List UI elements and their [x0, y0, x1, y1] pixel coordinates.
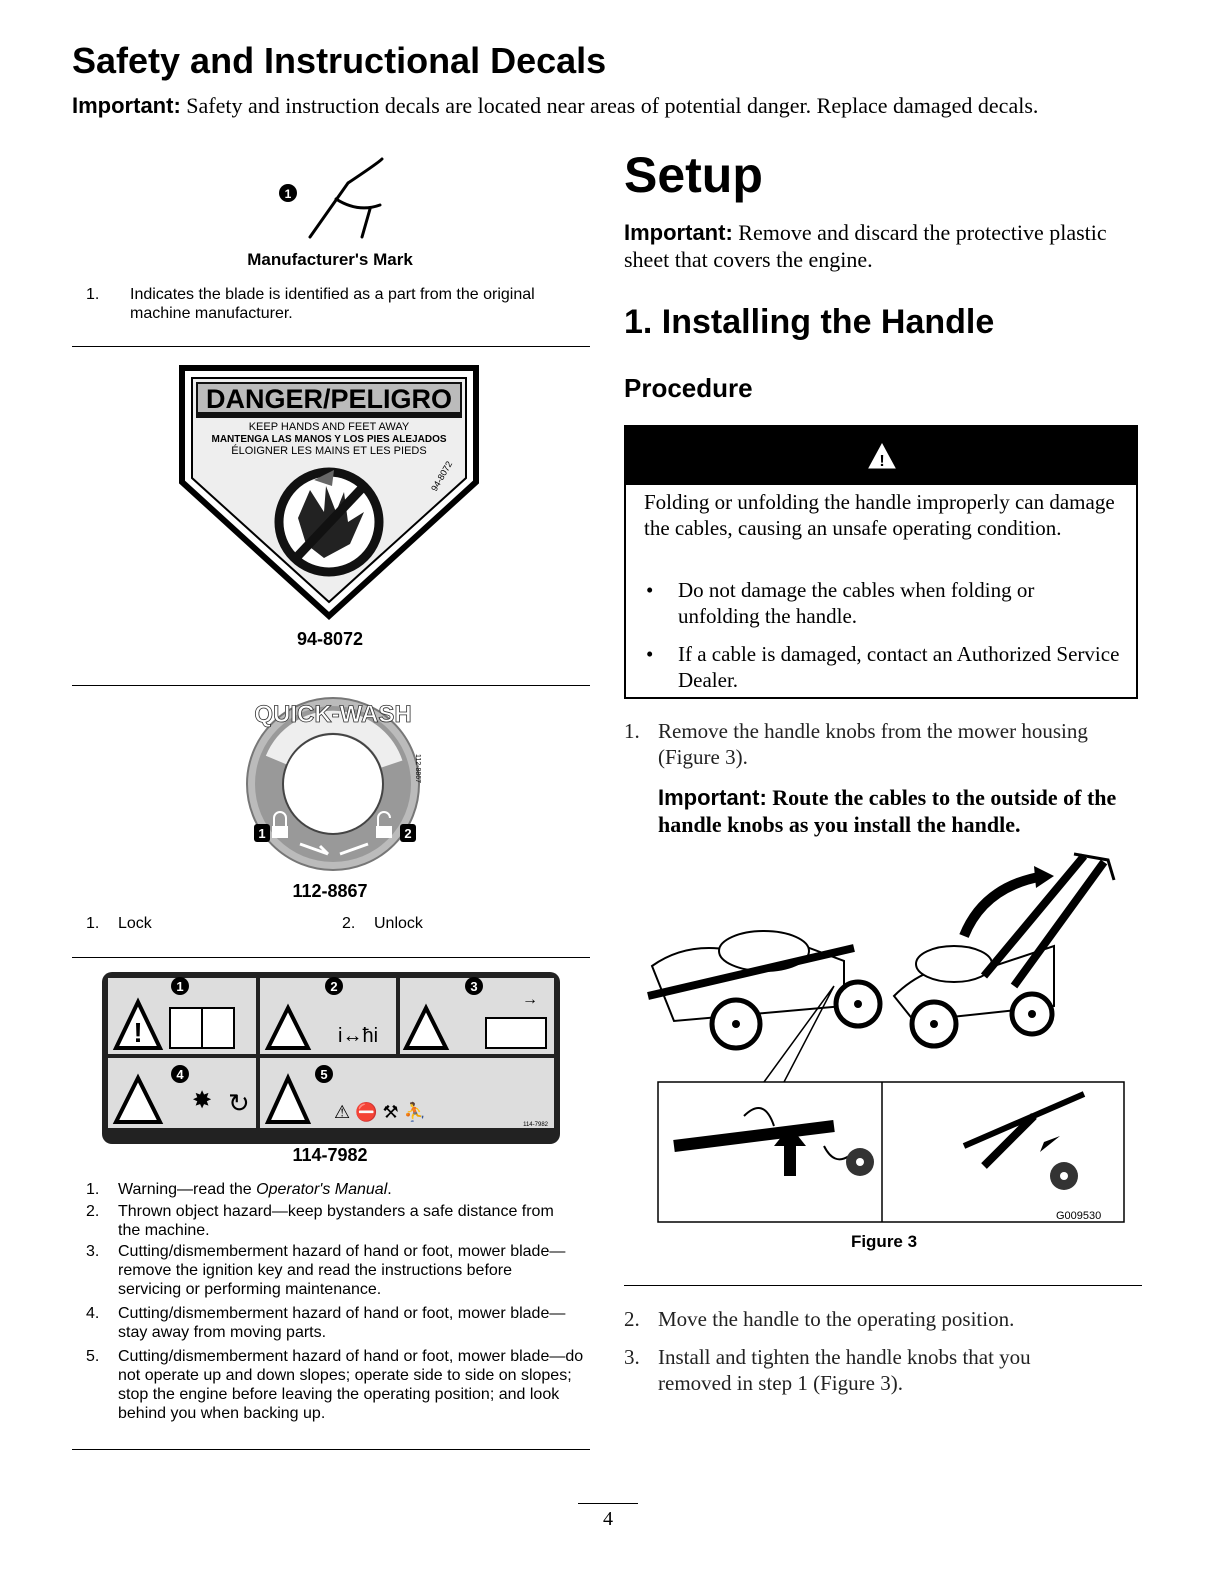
decal-badge-1: 1 [176, 979, 184, 994]
danger-caption: 94-8072 [296, 629, 364, 649]
manufacturers-mark-graphic [270, 155, 400, 245]
important-label: Important: [658, 785, 767, 810]
ring-text: QUICK-WASH [254, 701, 412, 728]
note-number: 2. [342, 915, 356, 932]
step-number: 3. [624, 1345, 640, 1369]
svg-text:→: → [522, 991, 538, 1008]
divider [72, 957, 590, 958]
danger-line-1: KEEP HANDS AND FEET AWAY [248, 421, 410, 433]
decal-badge-5: 5 [320, 1067, 328, 1082]
danger-line-2: MANTENGA LAS MANOS Y LOS PIES ALEJADOS [211, 434, 447, 445]
note-text: Lock [118, 915, 152, 932]
quick-wash-side-code: 112-8867 [414, 754, 421, 784]
danger-side-code: 94-8072 [429, 459, 455, 493]
warning-symbols-decal [102, 972, 560, 1144]
svg-text:✸: ✸ [192, 1087, 213, 1114]
note-text: Indicates the blade is identified as a part from the original machine manufacturer. [130, 286, 535, 322]
figure-caption: Figure 3 [850, 1232, 918, 1251]
quick-wash-decal [240, 694, 430, 874]
important-text: Remove and discard the protective plastic sheet that covers the engine. [624, 220, 1107, 272]
section-title: Safety and Instructional Decals [72, 40, 607, 81]
figure-code: G009530 [1056, 1210, 1102, 1222]
decal-corner-code: 114-7982 [523, 1122, 548, 1128]
quick-wash-badge-2: 2 [404, 826, 412, 841]
svg-text:!: ! [879, 453, 885, 470]
mark-note [86, 285, 586, 325]
svg-text:!: ! [133, 1017, 143, 1048]
svg-text:⚠ ⛔ ⚒ ⛹: ⚠ ⛔ ⚒ ⛹ [334, 1102, 427, 1122]
note-text: Unlock [374, 915, 423, 932]
note-text: Cutting/dismemberment hazard of hand or foot, mower blade—do not operate up and down slopes; operate side to side on slopes; stop the engine before leaving the operating position; and look behind you when backing up. [118, 1348, 584, 1422]
warning-decal-notes [86, 1180, 586, 1430]
divider [72, 685, 590, 686]
danger-line-3: ÉLOIGNER LES MAINS ET LES PIEDS [231, 445, 427, 457]
svg-text:↻: ↻ [228, 1088, 250, 1118]
step-text: Install and tighten the handle knobs that you removed in step 1 (Figure 3). [658, 1345, 1031, 1395]
quick-wash-badge-1: 1 [258, 826, 266, 841]
decal-badge-3: 3 [470, 979, 478, 994]
quick-wash-notes [86, 914, 586, 934]
note-number: 3. [86, 1243, 100, 1260]
page-number-rule [578, 1503, 638, 1504]
setup-title: Setup [624, 147, 763, 203]
divider [624, 1285, 1142, 1286]
divider [72, 346, 590, 347]
mark-caption: Manufacturer's Mark [247, 250, 413, 269]
setup-important-note [624, 219, 1134, 273]
figure-3-illustration [634, 846, 1132, 1226]
step-number: 1. [624, 719, 640, 743]
warning-triangle-icon [867, 442, 897, 470]
warning-decal-caption: 114-7982 [292, 1145, 368, 1165]
note-number: 2. [86, 1203, 100, 1220]
step-text: Move the handle to the operating position. [658, 1307, 1015, 1331]
decal-badge-4: 4 [176, 1067, 184, 1082]
note-text: Thrown object hazard—keep bystanders a safe distance from the machine. [118, 1203, 554, 1239]
note-text: Warning—read the Operator's Manual. [118, 1181, 392, 1198]
page-number: 4 [603, 1508, 613, 1530]
svg-text:i↔ħi: i↔ħi [338, 1025, 379, 1047]
step1-important-note [658, 784, 1136, 838]
important-text: Route the cables to the outside of the handle knobs as you install the handle. [658, 785, 1117, 837]
important-label: Important: [72, 93, 181, 118]
danger-decal [174, 362, 484, 622]
decal-badge-2: 2 [330, 979, 338, 994]
note-text: Cutting/dismemberment hazard of hand or foot, mower blade—stay away from moving parts. [118, 1305, 566, 1341]
note-number: 5. [86, 1348, 100, 1365]
important-text: Safety and instruction decals are located near areas of potential danger. Replace damaged decals. [186, 93, 1039, 118]
note-number: 1. [86, 1181, 100, 1198]
step-text: Remove the handle knobs from the mower housing (Figure 3). [658, 719, 1088, 769]
note-text: Cutting/dismemberment hazard of hand or foot, mower blade—remove the ignition key and read the instructions before servicing or performing maintenance. [118, 1243, 566, 1298]
step-number: 2. [624, 1307, 640, 1331]
danger-title: DANGER/PELIGRO [205, 384, 453, 414]
note-number: 1. [86, 915, 100, 932]
warning-intro: Folding or unfolding the handle improperly can damage the cables, causing an unsafe operating condition. [644, 490, 1115, 540]
mark-badge: 1 [284, 187, 292, 201]
step-heading: 1. Installing the Handle [624, 303, 995, 341]
note-number: 1. [86, 286, 100, 303]
warning-box: ! Folding or unfolding the handle improperly can damage the cables, causing an unsafe operating condition. • Do not damage the cables when folding or unfolding the handle. • If a cable is damaged, contact an Authorized Service Dealer. [624, 425, 1138, 699]
decals-important-note [72, 92, 1132, 120]
procedure-heading: Procedure [624, 373, 753, 403]
important-label: Important: [624, 220, 733, 245]
warning-bar [626, 427, 1136, 485]
quick-wash-caption: 112-8867 [292, 881, 368, 901]
note-number: 4. [86, 1305, 100, 1322]
divider [72, 1449, 590, 1450]
